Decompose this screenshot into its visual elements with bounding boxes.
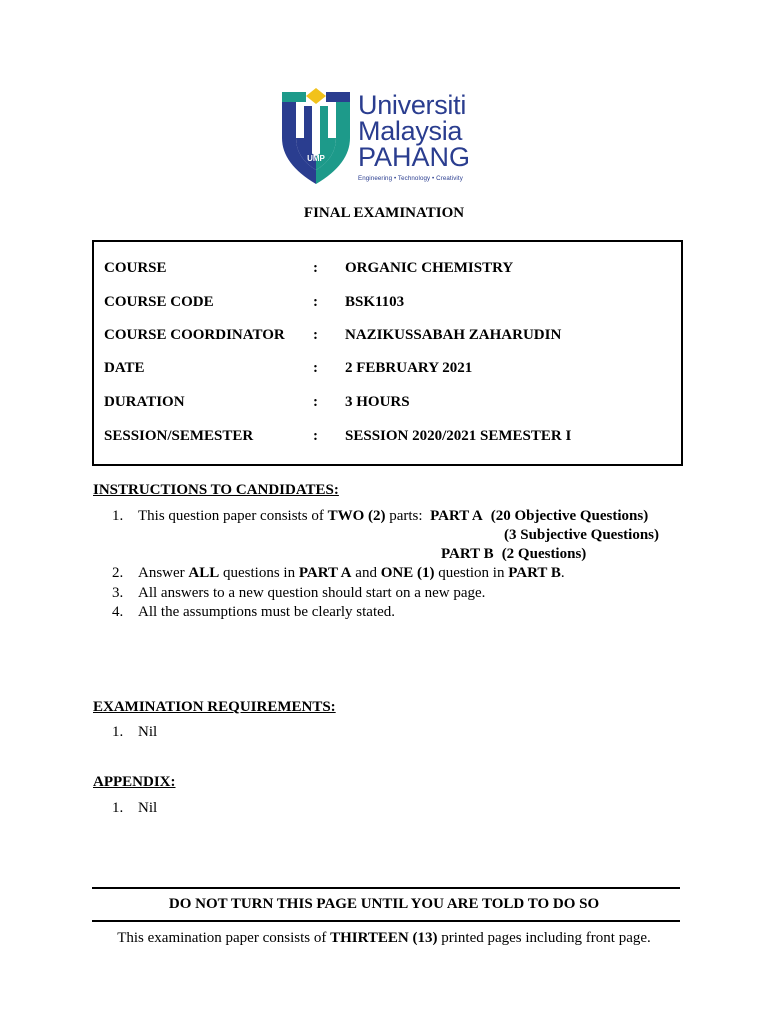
item-number: 1. xyxy=(112,800,124,816)
page-count-note xyxy=(0,930,768,947)
info-separator: : xyxy=(313,294,318,310)
item-bold: ALL xyxy=(188,565,220,581)
info-separator: : xyxy=(313,327,318,343)
item-text: Nil xyxy=(138,800,158,816)
item-number: 2. xyxy=(112,565,124,581)
instruction-item-3 xyxy=(112,585,485,602)
course-info-box xyxy=(92,240,683,466)
part-b-line xyxy=(441,546,586,563)
info-label: DURATION xyxy=(104,394,185,410)
part-a-label: PART A xyxy=(430,508,483,524)
instruction-item-4 xyxy=(112,604,395,621)
item-bold: TWO (2) xyxy=(327,508,386,524)
instruction-item-1 xyxy=(112,508,648,525)
part-a-objective: (20 Objective Questions) xyxy=(490,508,649,524)
appendix-item xyxy=(112,800,157,817)
info-value: SESSION 2020/2021 SEMESTER I xyxy=(345,428,572,444)
appendix-heading: APPENDIX: xyxy=(93,774,176,790)
item-text: Answer xyxy=(138,565,189,581)
part-a-subjective: (3 Subjective Questions) xyxy=(504,527,659,543)
item-text: questions in xyxy=(219,565,299,581)
requirements-heading: EXAMINATION REQUIREMENTS: xyxy=(93,699,336,715)
info-value: ORGANIC CHEMISTRY xyxy=(345,260,514,276)
part-b-label: PART B xyxy=(441,546,494,562)
item-text: parts: xyxy=(385,508,431,524)
item-bold: PART A xyxy=(298,565,352,581)
instruction-item-2 xyxy=(112,565,565,582)
item-text: All the assumptions must be clearly stated. xyxy=(138,604,396,620)
info-label: COURSE xyxy=(104,260,167,276)
part-b-questions: (2 Questions) xyxy=(501,546,587,562)
item-text: All answers to a new question should start on a new page. xyxy=(138,585,486,601)
item-number: 1. xyxy=(112,724,124,740)
wordmark-tagline: Engineering • Technology • Creativity xyxy=(358,175,463,182)
item-text: question in xyxy=(434,565,509,581)
exam-title: FINAL EXAMINATION xyxy=(303,205,465,221)
divider-bottom xyxy=(92,920,680,922)
item-text: . xyxy=(560,565,565,581)
notice-text: DO NOT TURN THIS PAGE UNTIL YOU ARE TOLD TO DO SO xyxy=(168,896,600,912)
item-number: 3. xyxy=(112,585,124,601)
item-text: This question paper consists of xyxy=(138,508,328,524)
university-wordmark xyxy=(358,92,470,184)
item-text: and xyxy=(351,565,381,581)
ump-shield-icon xyxy=(280,86,352,186)
info-separator: : xyxy=(313,428,318,444)
footer-text: This examination paper consists of xyxy=(117,930,331,946)
info-value: BSK1103 xyxy=(345,294,405,310)
info-separator: : xyxy=(313,360,318,376)
info-value: 3 HOURS xyxy=(345,394,410,410)
info-label: COURSE CODE xyxy=(104,294,214,310)
requirement-item xyxy=(112,724,157,741)
info-label: SESSION/SEMESTER xyxy=(104,428,254,444)
info-label: DATE xyxy=(104,360,145,376)
footer-text: printed pages including front page. xyxy=(437,930,651,946)
wordmark-line-3: PAHANG xyxy=(358,142,471,172)
item-bold: PART B xyxy=(508,565,561,581)
item-number: 4. xyxy=(112,604,124,620)
footer-bold: THIRTEEN (13) xyxy=(330,930,438,946)
info-value: NAZIKUSSABAH ZAHARUDIN xyxy=(345,327,562,343)
info-separator: : xyxy=(313,394,318,410)
info-label: COURSE COORDINATOR xyxy=(104,327,285,343)
wordmark-line-2: Malaysia xyxy=(358,116,463,146)
divider-top xyxy=(92,887,680,889)
wordmark-line-1: Universiti xyxy=(358,90,467,120)
item-number: 1. xyxy=(112,508,124,524)
info-value: 2 FEBRUARY 2021 xyxy=(345,360,473,376)
item-text: Nil xyxy=(138,724,158,740)
shield-label: UMP xyxy=(307,154,325,163)
info-separator: : xyxy=(313,260,318,276)
item-bold: ONE (1) xyxy=(380,565,435,581)
instructions-heading: INSTRUCTIONS TO CANDIDATES: xyxy=(93,482,339,498)
